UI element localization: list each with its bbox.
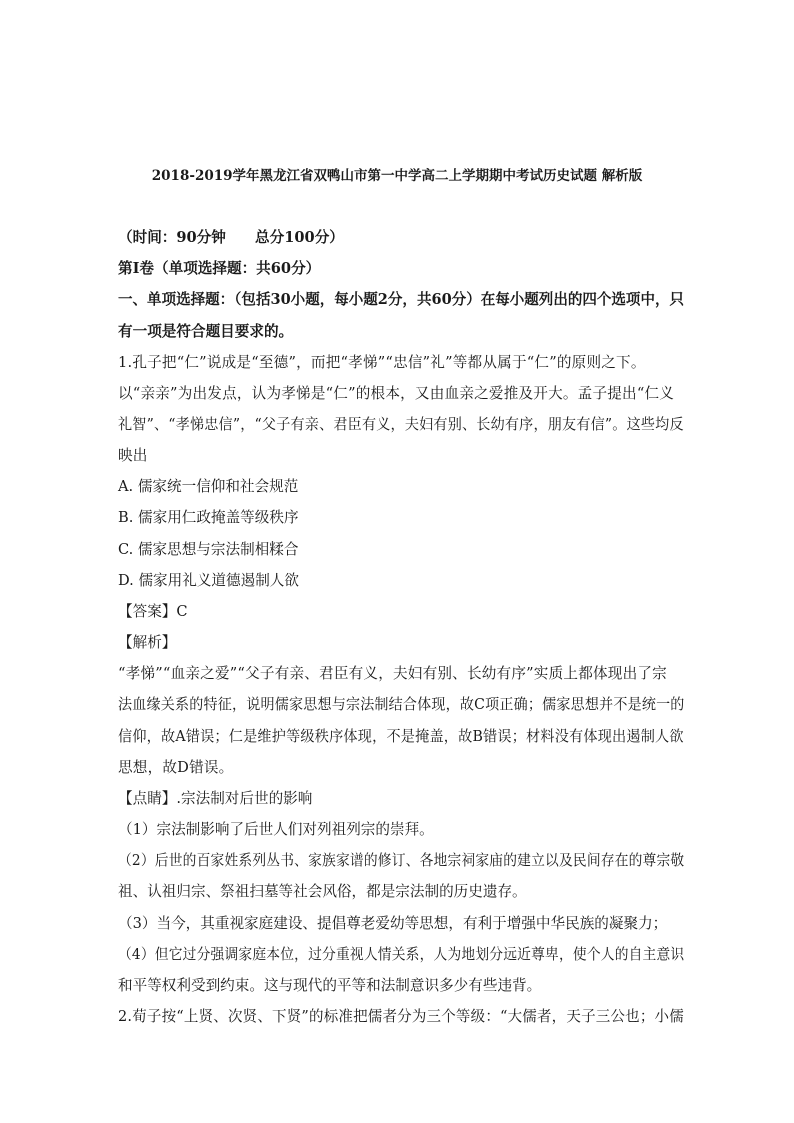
answer-label: 【答案】C bbox=[118, 603, 188, 620]
tips-line: 祖、认祖归宗、祭祖扫墓等社会风俗，都是宗法制的历史遗存。 bbox=[118, 883, 527, 900]
instructions-line-2: 有一项是符合题目要求的。 bbox=[118, 323, 294, 340]
question1-stem-line: 映出 bbox=[118, 447, 148, 464]
tips-line: （1）宗法制影响了后世人们对列祖列宗的崇拜。 bbox=[118, 821, 434, 838]
question1-stem-line: 礼智”、“孝悌忠信”，“父子有亲、君臣有义，夫妇有别、长幼有序，朋友有信”。这些均反 bbox=[118, 416, 684, 433]
option-d: D. 儒家用礼义道德遏制人欲 bbox=[118, 572, 299, 589]
document-title: 2018-2019学年黑龙江省双鸭山市第一中学高二上学期期中考试历史试题 解析版 bbox=[151, 168, 643, 184]
option-b: B. 儒家用仁政掩盖等级秩序 bbox=[118, 509, 299, 526]
tips-line: 和平等权利受到约束。这与现代的平等和法制意识多少有些违背。 bbox=[118, 977, 542, 994]
tips-line: （2）后世的百家姓系列丛书、家族家谱的修订、各地宗祠家庙的建立以及民间存在的尊宗敬 bbox=[118, 852, 685, 869]
exam-info: （时间：90分钟 总分100分） bbox=[118, 229, 344, 246]
analysis-line: 思想，故D错误。 bbox=[118, 759, 234, 776]
question2-stem-line: 2.荀子按“上贤、次贤、下贤”的标准把儒者分为三个等级：“大儒者，天子三公也；小儒 bbox=[118, 1008, 684, 1025]
analysis-line: 信仰，故A错误；仁是维护等级秩序体现，不是掩盖，故B错误；材料没有体现出遏制人欲 bbox=[118, 728, 684, 745]
tips-line: （4）但它过分强调家庭本位，过分重视人情关系，人为地划分远近尊卑，使个人的自主意识 bbox=[118, 946, 685, 963]
analysis-line: 法血缘关系的特征，说明儒家思想与宗法制结合体现，故C项正确；儒家思想并不是统一的 bbox=[118, 696, 685, 713]
question1-stem-line: 以“亲亲”为出发点，认为孝悌是“仁”的根本，又由血亲之爱推及开大。孟子提出“仁义 bbox=[118, 385, 675, 402]
section-heading: 第Ⅰ卷（单项选择题：共60分） bbox=[118, 260, 321, 277]
analysis-heading: 【解析】 bbox=[118, 634, 177, 651]
analysis-line: “孝悌”“血亲之爱”“父子有亲、君臣有义，夫妇有别、长幼有序”实质上都体现出了宗 bbox=[118, 665, 667, 682]
tips-heading: 【点睛】.宗法制对后世的影响 bbox=[118, 790, 313, 807]
option-c: C. 儒家思想与宗法制相糅合 bbox=[118, 541, 299, 558]
tips-line: （3）当今，其重视家庭建设、提倡尊老爱幼等思想，有利于增强中华民族的凝聚力； bbox=[118, 915, 668, 932]
question1-stem-line: 1.孔子把“仁”说成是“至德”，而把“孝悌”“忠信”礼”等都从属于“仁”的原则之下。 bbox=[118, 354, 646, 371]
instructions-line-1: 一、单项选择题：（包括30小题，每小题2分，共60分）在每小题列出的四个选项中，只 bbox=[118, 291, 685, 308]
option-a: A. 儒家统一信仰和社会规范 bbox=[118, 478, 299, 495]
